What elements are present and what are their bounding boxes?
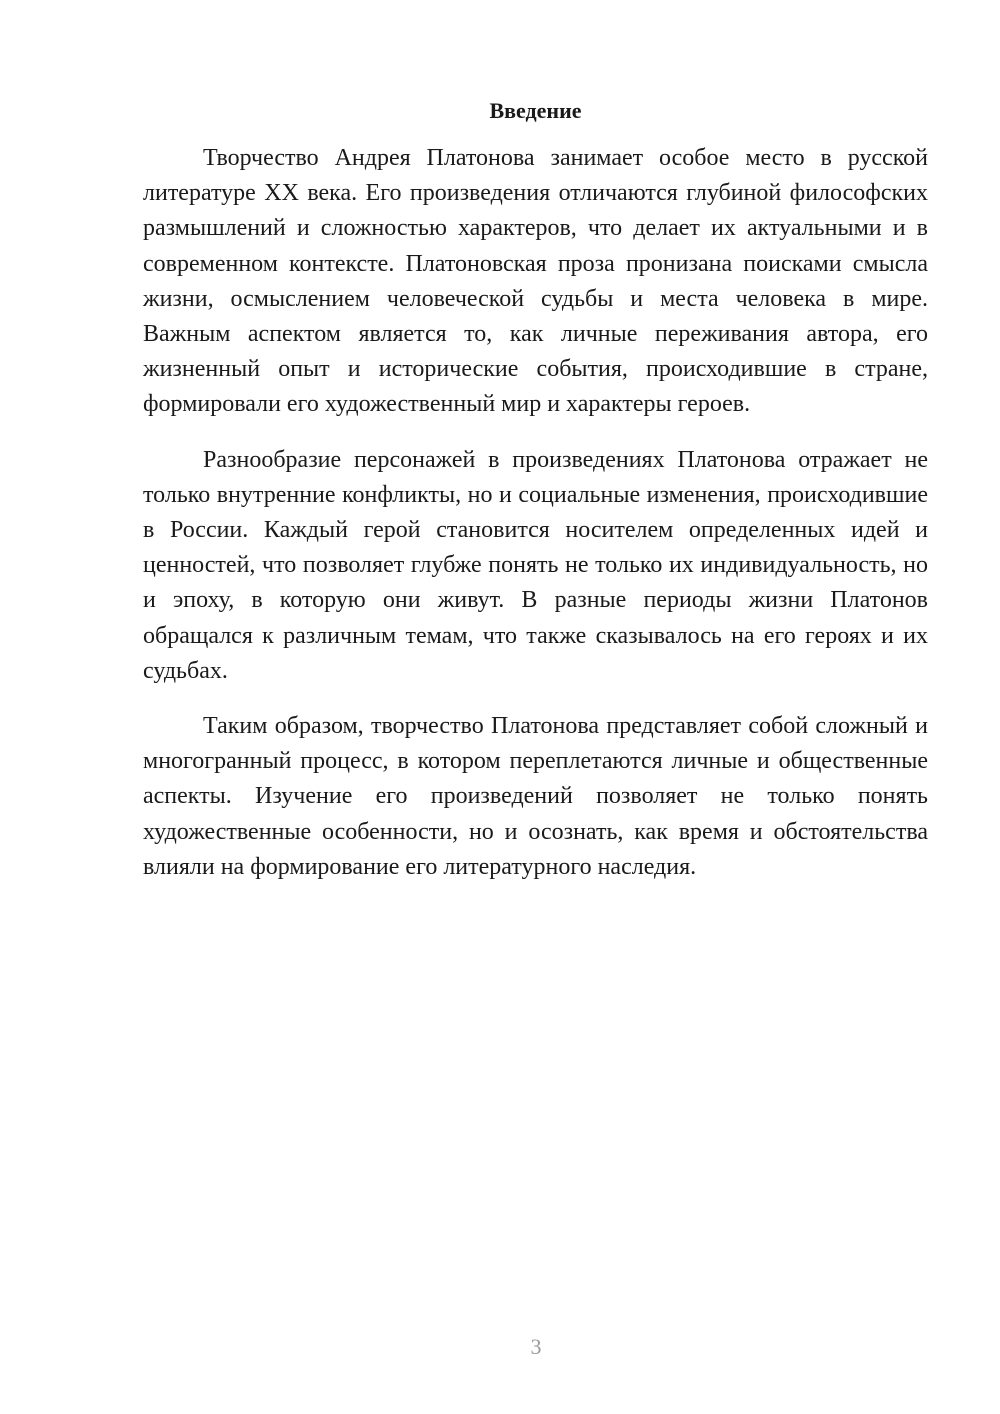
paragraph-1: Творчество Андрея Платонова занимает особое место в русской литературе XX века. Его произведения отличаются глубиной философских размышлений и сложностью характеров, что делает их актуальными и в современном контексте. Платоновская проза пронизана поисками смысла жизни, осмыслением человеческой судьбы и места человека в мире. Важным аспектом является то, как личные переживания автора, его жизненный опыт и исторические события, происходившие в стране, формировали его художественный мир и характеры героев. — [143, 145, 928, 418]
paragraph-3: Таким образом, творчество Платонова представляет собой сложный и многогранный процесс, в котором переплетаются личные и общественные аспекты. Изучение его произведений позволяет не только понять художественные особенности, но и осознать, как время и обстоятельства влияли на формирование его литературного наследия. — [143, 713, 928, 880]
paragraph-2: Разнообразие персонажей в произведениях Платонова отражает не только внутренние конфликты, но и социальные изменения, происходившие в России. Каждый герой становится носителем определенных идей и ценностей, что позволяет глубже понять не только их индивидуальность, но и эпоху, в которую они живут. В разные периоды жизни Платонов обращался к различным темам, что также сказывалось на его героях и их судьбах. — [143, 446, 928, 684]
section-heading: Введение — [489, 98, 582, 123]
body-text — [143, 141, 928, 885]
page-number: 3 — [530, 1334, 542, 1359]
